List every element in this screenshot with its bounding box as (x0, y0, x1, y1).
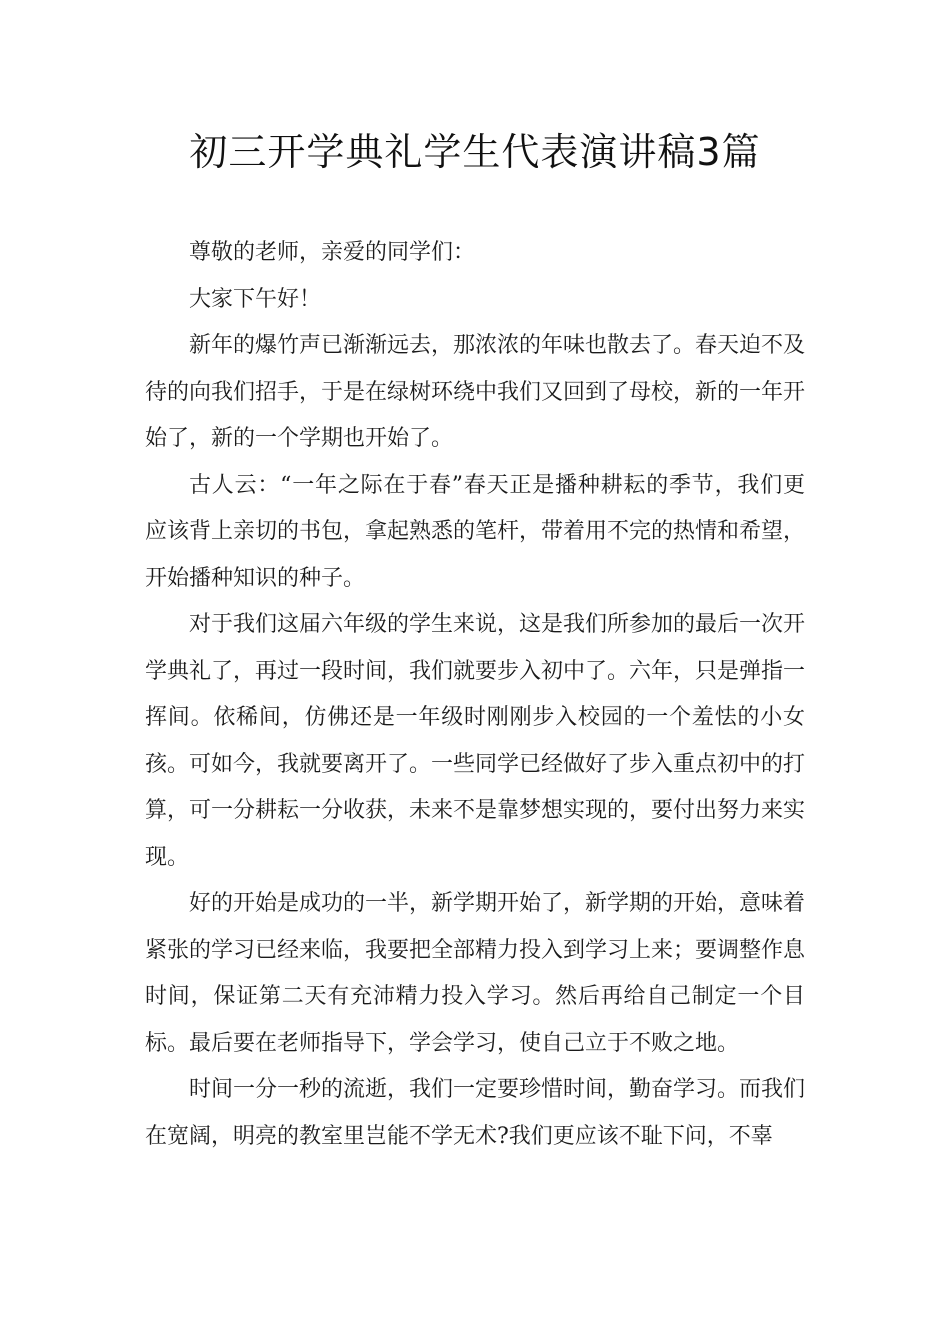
document-title: 初三开学典礼学生代表演讲稿3篇 (189, 130, 761, 174)
paragraph-time: 时间一分一秒的流逝，我们一定要珍惜时间，勤奋学习。而我们在宽阔，明亮的教室里岂能不学无术?我们更应该不耻下问，不辜 (145, 1077, 806, 1149)
paragraph-new-year: 新年的爆竹声已渐渐远去，那浓浓的年味也散去了。春天迫不及待的向我们招手，于是在绿树环绕中我们又回到了母校，新的一年开始了，新的一个学期也开始了。 (145, 333, 806, 451)
paragraph-good-start: 好的开始是成功的一半，新学期开始了，新学期的开始，意味着紧张的学习已经来临，我要把全部精力投入到学习上来；要调整作息时间，保证第二天有充沛精力投入学习。然后再给自己制定一个目标。最后要在老师指导下，学会学习，使自己立于不败之地。 (145, 891, 806, 1056)
document-body (145, 230, 805, 1160)
paragraph-greeting: 尊敬的老师，亲爱的同学们： (189, 240, 476, 265)
paragraph-salutation: 大家下午好！ (189, 286, 322, 312)
paragraph-spring: 古人云：“一年之际在于春”春天正是播种耕耘的季节，我们更应该背上亲切的书包，拿起熟悉的笔杆，带着用不完的热情和希望，开始播种知识的种子。 (145, 472, 806, 591)
paragraph-sixth-grade: 对于我们这届六年级的学生来说，这是我们所参加的最后一次开学典礼了，再过一段时间，我们就要步入初中了。六年，只是弹指一挥间。依稀间，仿佛还是一年级时刚刚步入校园的一个羞怯的小女孩。可如今，我就要离开了。一些同学已经做好了步入重点初中的打算，可一分耕耘一分收获，未来不是靠梦想实现的，要付出努力来实现。 (145, 612, 806, 870)
